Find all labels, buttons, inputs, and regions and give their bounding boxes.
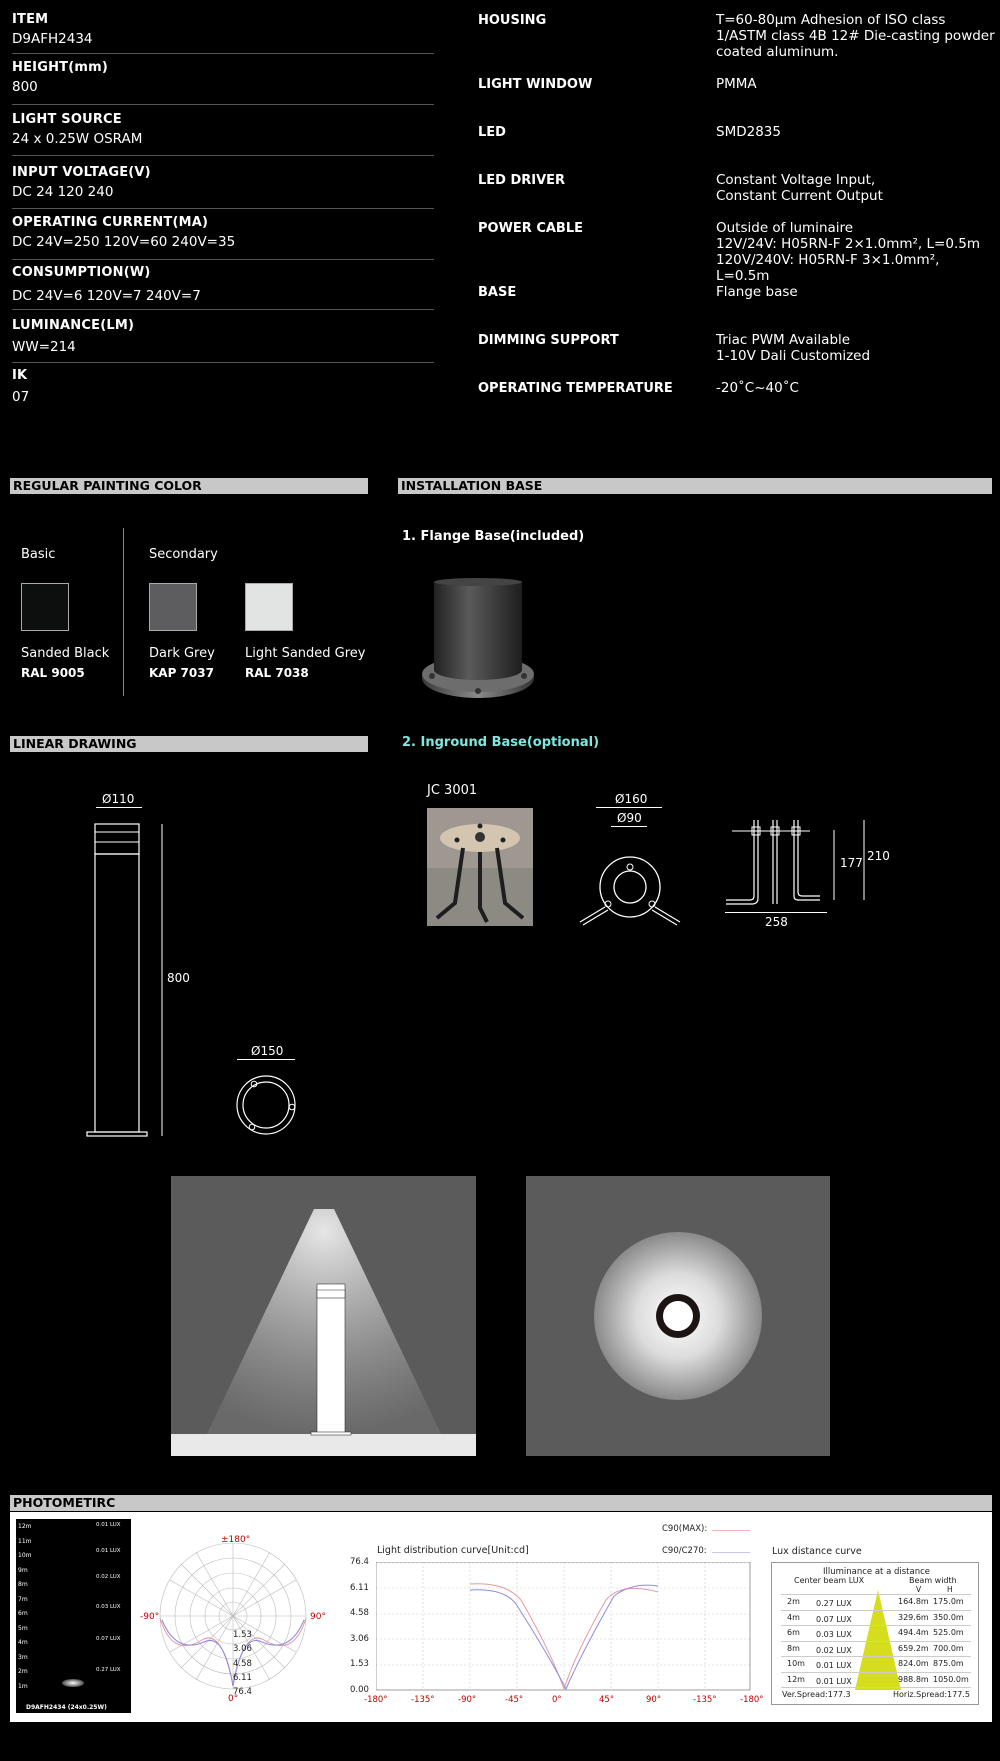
lux-row-divider <box>781 1625 971 1626</box>
dim-line <box>725 912 827 913</box>
spec-dimming-value: Triac PWM Available 1-10V Dali Customized <box>716 332 871 364</box>
iso-distance-label: 2m <box>18 1668 28 1675</box>
spec-light-window-label: LIGHT WINDOW <box>478 77 593 92</box>
legend-c90c270: C90/C270: <box>662 1546 707 1556</box>
polar-ring-label: 3.06 <box>233 1644 252 1655</box>
spec-operating-current <box>12 215 434 260</box>
spec-power-cable-label: POWER CABLE <box>478 221 584 236</box>
lux-row-distance: 10m <box>787 1659 805 1668</box>
iso-lux-chart <box>16 1519 131 1713</box>
lux-row-v: 988.8m <box>898 1674 929 1684</box>
curve-x-tick: -45° <box>505 1695 524 1705</box>
lux-row-divider <box>781 1610 971 1611</box>
dim-height-210: 210 <box>867 849 890 863</box>
lux-row-h: 350.0m <box>933 1612 964 1622</box>
lux-row-h: 175.0m <box>933 1597 964 1606</box>
dim-line <box>611 826 647 827</box>
curve-title: Light distribution curve[Unit:cd] <box>377 1545 529 1556</box>
spec-value: DC 24 120 240 <box>12 184 114 200</box>
spec-value: 24 x 0.25W OSRAM <box>12 131 143 147</box>
lux-row-lux: 0.01 LUX <box>816 1661 852 1670</box>
lux-row-v: 329.6m <box>898 1612 929 1622</box>
polar-label-bottom: 0° <box>228 1694 239 1704</box>
color-divider <box>123 528 124 696</box>
lux-row-v: 824.0m <box>898 1659 929 1668</box>
color-name: Dark Grey <box>149 646 215 661</box>
lux-col-center: Center beam LUX <box>794 1576 865 1585</box>
curve-x-tick: -180° <box>740 1695 764 1705</box>
iso-distance-label: 4m <box>18 1639 28 1646</box>
legend-c90max: C90(MAX): <box>662 1524 708 1534</box>
polar-ring-label: 4.58 <box>233 1658 252 1669</box>
section-painting-color: REGULAR PAINTING COLOR <box>10 478 368 494</box>
lux-row-distance: 8m <box>787 1643 800 1653</box>
polar-label-right: 90° <box>310 1612 326 1622</box>
dim-outer-diameter: Ø160 <box>615 792 648 806</box>
curve-x-tick: 0° <box>552 1695 562 1705</box>
lux-row-divider <box>781 1594 971 1595</box>
lux-row-divider <box>781 1656 971 1657</box>
spec-height <box>12 60 434 105</box>
section-installation-base: INSTALLATION BASE <box>398 478 992 494</box>
iso-distance-label: 9m <box>18 1566 28 1574</box>
lux-row-distance: 12m <box>787 1674 805 1684</box>
lux-row-lux: 0.02 LUX <box>816 1645 852 1655</box>
lux-row-lux: 0.03 LUX <box>816 1630 852 1639</box>
dim-width-258: 258 <box>765 915 788 929</box>
dim-total-height: 800 <box>167 971 190 985</box>
color-code: RAL 7038 <box>245 666 309 680</box>
iso-lux-label: 0.27 LUX <box>96 1667 121 1673</box>
lux-row-h: 700.0m <box>933 1643 964 1653</box>
spec-housing-label: HOUSING <box>478 13 547 28</box>
polar-ring-label: 1.53 <box>233 1630 252 1640</box>
curve-y-tick: 0.00 <box>350 1685 369 1695</box>
spec-housing-value: T=60-80μm Adhesion of ISO class 1/ASTM class 4B 12# Die-casting powder coated aluminum. <box>716 12 995 60</box>
polar-ring-label: 76.4 <box>233 1687 252 1698</box>
lux-row-lux: 0.01 LUX <box>816 1676 852 1686</box>
spec-value: 07 <box>12 389 30 405</box>
basic-label: Basic <box>21 547 56 562</box>
dim-base-diameter: Ø150 <box>251 1044 284 1058</box>
ver-spread: Ver.Spread:177.3 <box>782 1690 851 1699</box>
dim-line <box>596 807 662 808</box>
lux-row-divider <box>781 1672 971 1673</box>
spec-value: D9AFH2434 <box>12 31 93 47</box>
lux-row-h: 1050.0m <box>933 1674 969 1684</box>
horiz-spread: Horiz.Spread:177.5 <box>893 1690 970 1699</box>
color-code: KAP 7037 <box>149 666 214 680</box>
curve-x-tick: -180° <box>364 1695 388 1705</box>
lux-row-h: 525.0m <box>933 1628 964 1637</box>
iso-distance-label: 1m <box>18 1682 28 1690</box>
spec-value: WW=214 <box>12 339 76 355</box>
spec-luminance <box>12 318 434 363</box>
spec-led-label: LED <box>478 125 506 140</box>
spec-led-driver-value: Constant Voltage Input, Constant Current Output <box>716 172 883 204</box>
iso-lux-label: 0.03 LUX <box>96 1604 121 1610</box>
polar-ring-label: 6.11 <box>233 1672 252 1683</box>
iso-distance-label: 11m <box>18 1537 32 1545</box>
section-linear-drawing: LINEAR DRAWING <box>10 736 368 752</box>
curve-y-tick: 1.53 <box>350 1659 369 1670</box>
lux-row-divider <box>781 1687 971 1688</box>
swatch-dark-grey <box>149 583 197 631</box>
curve-y-tick: 3.06 <box>350 1633 369 1644</box>
section-photometric: PHOTOMETIRC <box>10 1495 992 1511</box>
spec-value: DC 24V=6 120V=7 240V=7 <box>12 288 201 304</box>
iso-distance-label: 10m <box>18 1552 32 1559</box>
lux-row-h: 875.0m <box>933 1659 964 1668</box>
lux-row-distance: 6m <box>787 1628 800 1637</box>
iso-lux-label: 0.02 LUX <box>96 1574 121 1580</box>
dim-top-diameter: Ø110 <box>102 792 135 806</box>
curve-x-tick: 45° <box>599 1695 615 1705</box>
curve-x-tick: -135° <box>693 1695 717 1705</box>
spec-led-value: SMD2835 <box>716 124 781 140</box>
dim-height-177: 177 <box>840 856 863 870</box>
spec-power-cable-value: Outside of luminaire 12V/24V: H05RN-F 2×1.0mm², L=0.5m 120V/240V: H05RN-F 3×1.0mm², L=0.5m <box>716 220 980 284</box>
inground-top-view-drawing <box>575 852 685 927</box>
lux-row-distance: 2m <box>787 1597 800 1606</box>
lux-row-v: 164.8m <box>898 1597 929 1606</box>
lux-col-beam: Beam width <box>909 1576 957 1585</box>
spec-consumption <box>12 265 434 310</box>
curve-x-tick: -135° <box>411 1695 435 1705</box>
iso-lux-glow <box>62 1679 84 1687</box>
spec-label: IK <box>12 368 28 383</box>
color-name: Light Sanded Grey <box>245 646 366 661</box>
spec-item <box>12 12 434 54</box>
iso-distance-label: 7m <box>18 1595 28 1603</box>
dim-inner-diameter: Ø90 <box>617 811 642 825</box>
spec-light-window-value: PMMA <box>716 76 757 92</box>
spec-base-label: BASE <box>478 285 517 300</box>
spec-label: CONSUMPTION(W) <box>12 265 151 280</box>
curve-y-tick: 4.58 <box>350 1608 369 1619</box>
flange-base-title: 1. Flange Base(included) <box>402 529 585 544</box>
spec-label: LIGHT SOURCE <box>12 112 122 127</box>
legend-c90max-line <box>712 1530 750 1531</box>
color-name: Sanded Black <box>21 646 110 661</box>
curve-x-tick: 90° <box>646 1695 662 1705</box>
dim-line <box>237 1059 295 1060</box>
lux-row-lux: 0.07 LUX <box>816 1614 852 1624</box>
iso-lux-label: 0.01 LUX <box>96 1548 121 1554</box>
inground-base-photo <box>427 808 533 926</box>
spec-label: HEIGHT(mm) <box>12 60 108 75</box>
lux-header: Illuminance at a distance <box>823 1567 931 1577</box>
legend-c90c270-line <box>712 1552 750 1553</box>
spec-label: OPERATING CURRENT(MA) <box>12 215 209 230</box>
lux-row-distance: 4m <box>787 1612 800 1622</box>
polar-label-top: ±180° <box>221 1535 251 1545</box>
swatch-light-sanded-grey <box>245 583 293 631</box>
spec-light-source <box>12 112 434 156</box>
curve-x-tick: -90° <box>458 1695 477 1705</box>
iso-distance-label: 6m <box>18 1610 28 1617</box>
lux-title: Lux distance curve <box>772 1546 862 1557</box>
lux-row-divider <box>781 1641 971 1642</box>
distribution-curve-chart <box>376 1562 752 1692</box>
dim-line <box>96 807 142 808</box>
spec-operating-temp-label: OPERATING TEMPERATURE <box>478 381 673 396</box>
color-code: RAL 9005 <box>21 666 85 680</box>
iso-lux-label: 0.07 LUX <box>96 1636 121 1642</box>
iso-distance-label: 12m <box>18 1523 32 1530</box>
jc-label: JC 3001 <box>427 783 478 798</box>
spec-base-value: Flange base <box>716 284 798 300</box>
light-side-render <box>171 1176 476 1456</box>
light-top-render <box>526 1176 830 1456</box>
iso-distance-label: 3m <box>18 1653 28 1661</box>
spec-label: INPUT VOLTAGE(V) <box>12 165 151 180</box>
lux-col-h: H <box>947 1585 953 1594</box>
lux-row-v: 659.2m <box>898 1643 929 1653</box>
spec-operating-temp-value: -20˚C~40˚C <box>716 380 799 396</box>
bollard-side-drawing <box>85 820 175 1140</box>
spec-led-driver-label: LED DRIVER <box>478 173 566 188</box>
lux-row-v: 494.4m <box>898 1628 929 1637</box>
curve-y-tick: 76.4 <box>350 1557 369 1567</box>
spec-dimming-label: DIMMING SUPPORT <box>478 333 619 348</box>
spec-label: ITEM <box>12 12 49 27</box>
spec-label: LUMINANCE(LM) <box>12 318 135 333</box>
inground-base-title: 2. Inground Base(optional) <box>402 735 600 750</box>
iso-distance-label: 5m <box>18 1624 28 1632</box>
iso-lux-label: 0.01 LUX <box>96 1522 121 1528</box>
iso-distance-label: 8m <box>18 1581 28 1588</box>
spec-ik <box>12 368 434 406</box>
spec-value: DC 24V=250 120V=60 240V=35 <box>12 234 236 250</box>
flange-base-photo <box>418 578 538 703</box>
curve-y-tick: 6.11 <box>350 1582 369 1593</box>
swatch-sanded-black <box>21 583 69 631</box>
secondary-label: Secondary <box>149 547 218 562</box>
spec-value: 800 <box>12 79 38 95</box>
lux-row-lux: 0.27 LUX <box>816 1599 852 1608</box>
bollard-base-drawing <box>232 1075 300 1135</box>
lux-col-v: V <box>916 1585 922 1594</box>
polar-label-left: -90° <box>140 1612 160 1622</box>
spec-input-voltage <box>12 165 434 209</box>
iso-caption: D9AFH2434 (24x0.25W) <box>26 1704 107 1711</box>
